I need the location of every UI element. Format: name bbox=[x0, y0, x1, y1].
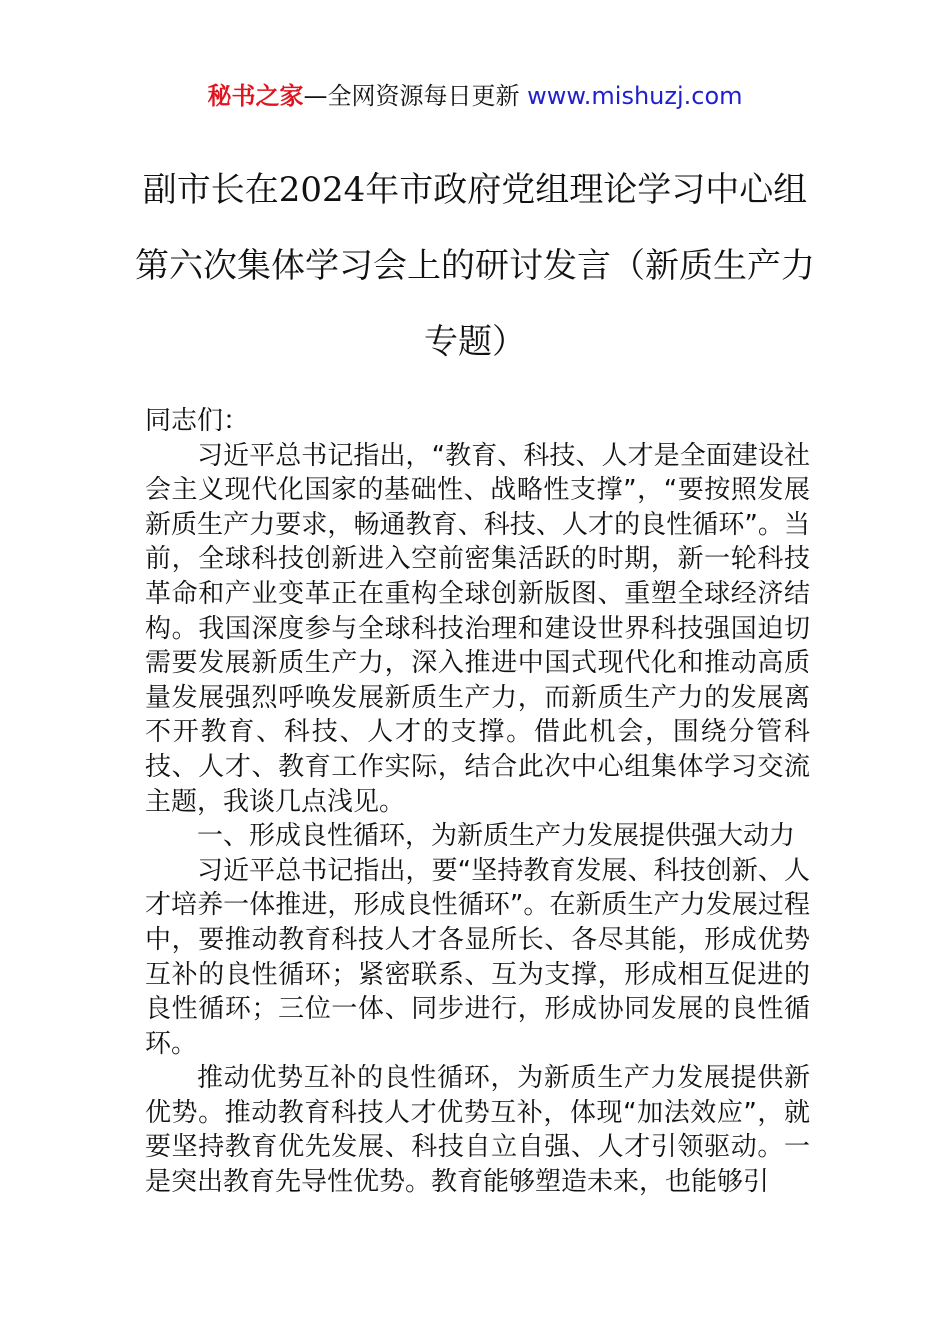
site-header bbox=[0, 78, 950, 114]
document-title: 副市长在2024年市政府党组理论学习中心组第六次集体学习会上的研讨发言（新质生产力专题） bbox=[135, 170, 815, 362]
site-url[interactable]: www.mishuzj.com bbox=[527, 82, 743, 110]
section-heading: 一、形成良性循环，为新质生产力发展提供强大动力 bbox=[197, 821, 796, 852]
site-brand: 秘书之家 bbox=[207, 82, 304, 110]
document-body bbox=[145, 404, 810, 1200]
salutation: 同志们： bbox=[145, 406, 250, 436]
site-tagline: —全网资源每日更新 bbox=[303, 82, 528, 110]
body-paragraph: 推动优势互补的良性循环，为新质生产力发展提供新优势。推动教育科技人才优势互补，体现“加法效应”，就要坚持教育优先发展、科技自立自强、人才引领驱动。一是突出教育先导性优势。教育能够塑造未来，也能够引 bbox=[145, 1063, 810, 1198]
body-paragraph: 习近平总书记指出，要“坚持教育发展、科技创新、人才培养一体推进，形成良性循环”。在新质生产力发展过程中，要推动教育科技人才各显所长、各尽其能，形成优势互补的良性循环；紧密联系、互为支撑，形成相互促进的良性循环；三位一体、同步进行，形成协同发展的良性循环。 bbox=[145, 855, 810, 1059]
body-paragraph: 习近平总书记指出，“教育、科技、人才是全面建设社会主义现代化国家的基础性、战略性支撑”，“要按照发展新质生产力要求，畅通教育、科技、人才的良性循环”。当前，全球科技创新进入空前密集活跃的时期，新一轮科技革命和产业变革正在重构全球创新版图、重塑全球经济结构。我国深度参与全球科技治理和建设世界科技强国迫切需要发展新质生产力，深入推进中国式现代化和推动高质量发展强烈呼唤发展新质生产力，而新质生产力的发展离不开教育、科技、人才的支撑。借此机会，围绕分管科技、人才、教育工作实际，结合此次中心组集体学习交流主题，我谈几点浅见。 bbox=[145, 440, 810, 817]
